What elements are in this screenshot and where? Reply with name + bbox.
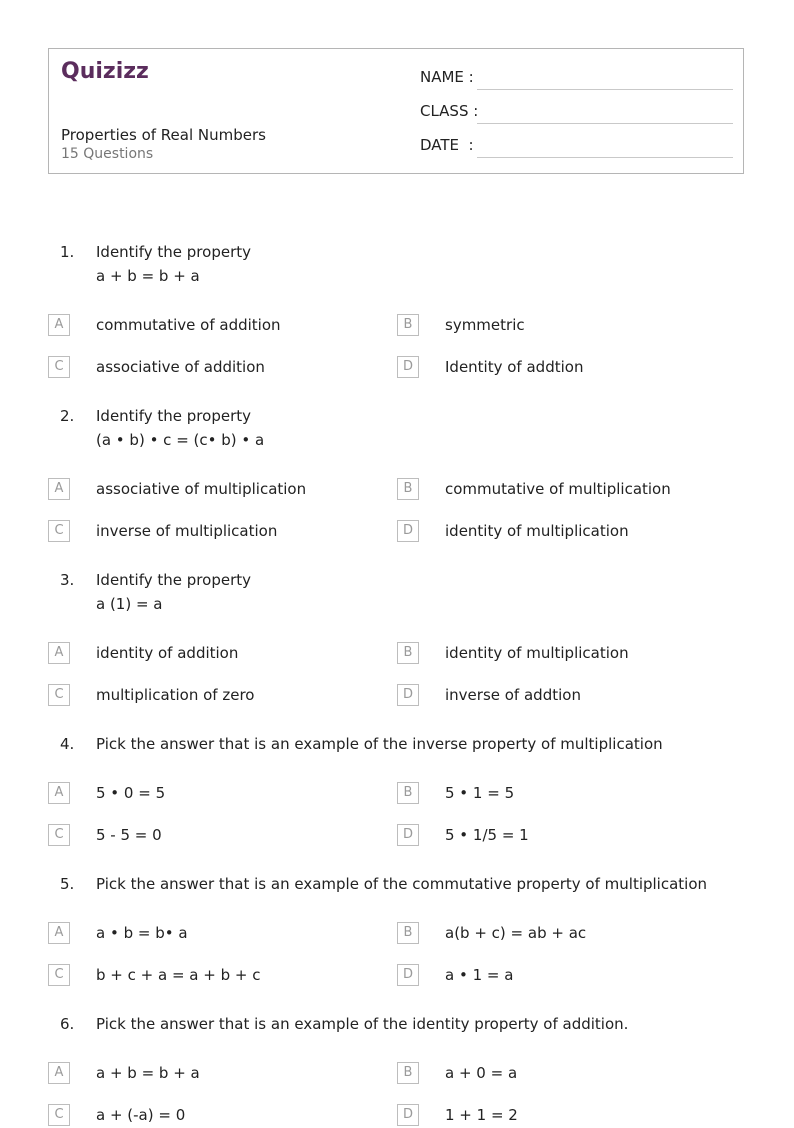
option-text: a(b + c) = ab + ac bbox=[445, 924, 587, 942]
option-text: identity of multiplication bbox=[445, 644, 629, 662]
option-letter: A bbox=[48, 478, 70, 500]
question-number: 6. bbox=[60, 1015, 75, 1033]
worksheet-title: Properties of Real Numbers bbox=[61, 126, 266, 144]
question-expression: a (1) = a bbox=[96, 595, 163, 613]
option-letter: C bbox=[48, 684, 70, 706]
question-number: 4. bbox=[60, 735, 75, 753]
option-text: a + 0 = a bbox=[445, 1064, 518, 1082]
question-number: 5. bbox=[60, 875, 75, 893]
name-line bbox=[477, 89, 733, 90]
option-letter: A bbox=[48, 642, 70, 664]
option-text: 5 • 1/5 = 1 bbox=[445, 826, 529, 844]
class-line bbox=[477, 123, 733, 124]
option-text: multiplication of zero bbox=[96, 686, 255, 704]
question-text: Identify the property bbox=[96, 407, 251, 425]
question-text: Pick the answer that is an example of the inverse property of multiplication bbox=[96, 735, 663, 753]
option-text: 5 - 5 = 0 bbox=[96, 826, 162, 844]
option-text: a • b = b• a bbox=[96, 924, 188, 942]
option-letter: A bbox=[48, 782, 70, 804]
option-letter: C bbox=[48, 964, 70, 986]
option-letter: D bbox=[397, 684, 419, 706]
option-letter: B bbox=[397, 478, 419, 500]
option-letter: D bbox=[397, 356, 419, 378]
option-letter: B bbox=[397, 642, 419, 664]
option-letter: A bbox=[48, 922, 70, 944]
option-text: 1 + 1 = 2 bbox=[445, 1106, 518, 1124]
option-letter: A bbox=[48, 314, 70, 336]
option-letter: C bbox=[48, 520, 70, 542]
option-letter: C bbox=[48, 356, 70, 378]
option-text: identity of multiplication bbox=[445, 522, 629, 540]
question-text: Identify the property bbox=[96, 571, 251, 589]
quizizz-logo: Quizizz bbox=[61, 59, 149, 84]
date-line bbox=[477, 157, 733, 158]
question-number: 3. bbox=[60, 571, 75, 589]
option-letter: A bbox=[48, 1062, 70, 1084]
option-text: associative of addition bbox=[96, 358, 265, 376]
option-text: Identity of addtion bbox=[445, 358, 584, 376]
option-letter: B bbox=[397, 1062, 419, 1084]
option-text: a + (-a) = 0 bbox=[96, 1106, 186, 1124]
option-letter: D bbox=[397, 1104, 419, 1126]
option-text: a • 1 = a bbox=[445, 966, 514, 984]
option-text: symmetric bbox=[445, 316, 525, 334]
option-letter: D bbox=[397, 964, 419, 986]
option-text: identity of addition bbox=[96, 644, 239, 662]
date-label: DATE : bbox=[420, 136, 474, 154]
option-text: a + b = b + a bbox=[96, 1064, 200, 1082]
option-letter: D bbox=[397, 520, 419, 542]
question-text: Pick the answer that is an example of the commutative property of multiplication bbox=[96, 875, 708, 893]
option-letter: B bbox=[397, 314, 419, 336]
worksheet-header bbox=[48, 48, 744, 174]
option-text: b + c + a = a + b + c bbox=[96, 966, 261, 984]
question-expression: a + b = b + a bbox=[96, 267, 200, 285]
option-text: associative of multiplication bbox=[96, 480, 307, 498]
name-label: NAME : bbox=[420, 68, 474, 86]
option-letter: C bbox=[48, 824, 70, 846]
question-expression: (a • b) • c = (c• b) • a bbox=[96, 431, 265, 449]
option-text: inverse of multiplication bbox=[96, 522, 278, 540]
option-letter: B bbox=[397, 782, 419, 804]
option-text: 5 • 1 = 5 bbox=[445, 784, 515, 802]
option-letter: C bbox=[48, 1104, 70, 1126]
option-text: commutative of multiplication bbox=[445, 480, 671, 498]
option-text: 5 • 0 = 5 bbox=[96, 784, 166, 802]
question-number: 2. bbox=[60, 407, 75, 425]
option-text: commutative of addition bbox=[96, 316, 281, 334]
question-text: Pick the answer that is an example of the identity property of addition. bbox=[96, 1015, 629, 1033]
class-label: CLASS : bbox=[420, 102, 479, 120]
option-text: inverse of addtion bbox=[445, 686, 581, 704]
question-number: 1. bbox=[60, 243, 75, 261]
option-letter: B bbox=[397, 922, 419, 944]
question-count: 15 Questions bbox=[61, 146, 154, 162]
option-letter: D bbox=[397, 824, 419, 846]
question-text: Identify the property bbox=[96, 243, 251, 261]
